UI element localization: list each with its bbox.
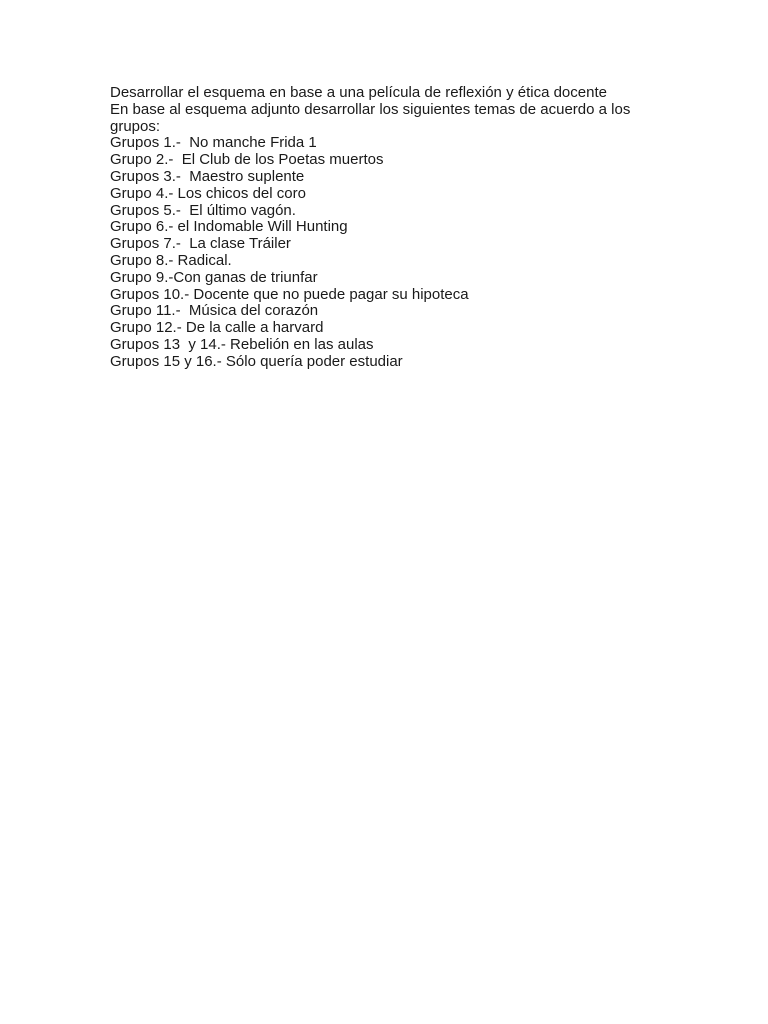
group-line: Grupo 4.- Los chicos del coro [110,184,306,202]
group-line: Grupos 1.- No manche Frida 1 [110,134,317,152]
group-line: Grupo 11.- Música del corazón [110,302,319,320]
instruction-line: En base al esquema adjunto desarrollar los siguientes temas de acuerdo a los grupos: [110,100,635,135]
group-line: Grupo 8.- Radical. [110,251,232,269]
group-line: Grupos 7.- La clase Tráiler [110,235,291,253]
group-line: Grupo 6.- el Indomable Will Hunting [110,218,348,236]
group-line: Grupos 3.- Maestro suplente [110,167,305,185]
document-body [110,85,670,371]
group-line: Grupos 10.- Docente que no puede pagar su hipoteca [110,285,469,303]
intro-line: Desarrollar el esquema en base a una película de reflexión y ética docente [110,84,607,101]
group-line: Grupo 12.- De la calle a harvard [110,319,324,337]
group-line: Grupos 13 y 14.- Rebelión en las aulas [110,335,374,353]
group-line: Grupo 9.-Con ganas de triunfar [110,268,318,286]
group-line: Grupos 5.- El último vagón. [110,201,296,219]
group-line: Grupos 15 y 16.- Sólo quería poder estudiar [110,352,403,370]
group-line: Grupo 2.- El Club de los Poetas muertos [110,151,384,169]
